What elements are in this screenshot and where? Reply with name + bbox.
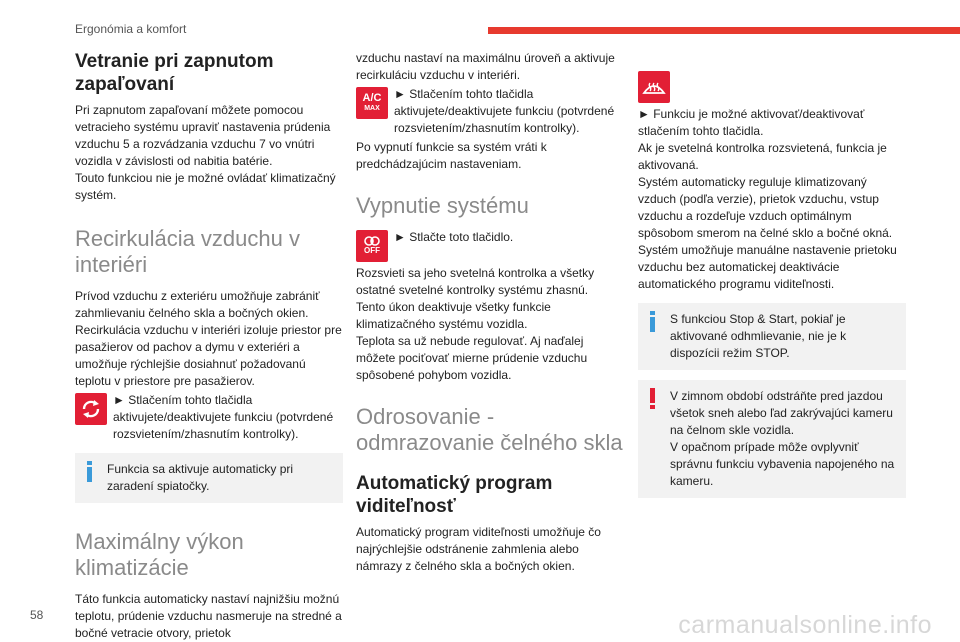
ac-max-icon: A/C MAX [356, 87, 388, 119]
watermark: carmanualsonline.info [678, 611, 932, 639]
info-box-recirculation [75, 453, 343, 503]
info-box-stop-start [638, 303, 906, 370]
paragraph: Rozsvieti sa jeho svetelná kontrolka a všetky ostatné svetelné kontrolky systému zhasnú. [356, 266, 595, 297]
heading-ventilation: Vetranie pri zapnutom zapaľovaní [75, 51, 274, 95]
heading-recirculation: Recirkulácia vzduchu v interiéri [75, 226, 300, 277]
info-text: S funkciou Stop & Start, pokiaľ je aktivované odhmlievanie, nie je k dispozícii režim STOP. [670, 312, 847, 360]
paragraph: ► Stlačením tohto tlačidla aktivujete/deaktivujete funkciu (potvrdené rozsvietením/zhasnutím kontrolky). [113, 393, 334, 441]
system-off-icon: OFF [356, 230, 388, 262]
warning-text: V zimnom období odstráňte pred jazdou všetok sneh alebo ľad zakrývajúci kameru na čelnom skle vozidla. [670, 389, 893, 437]
paragraph: Po vypnutí funkcie sa systém vráti k predchádzajúcim nastaveniam. [356, 140, 547, 171]
paragraph: Táto funkcia automaticky nastaví najnižšiu možnú teplotu, prúdenie vzduchu nasmeruje na stredné a bočné vetracie otvory, prietok [75, 592, 342, 640]
column-1 [75, 50, 343, 642]
column-2 [356, 50, 624, 575]
paragraph: vzduchu nastaví na maximálnu úroveň a aktivuje recirkuláciu vzduchu v interiéri. [356, 51, 615, 82]
paragraph: Pri zapnutom zapaľovaní môžete pomocou vetracieho systému upraviť nastavenia prúdenia vzduchu 5 a rozvádzania vzduchu 7 vo vnútri vozidla v závislosti od nabitia batérie. [75, 103, 331, 168]
off-button-row [356, 229, 624, 263]
recirculation-button-row [75, 392, 343, 443]
heading-system-off: Vypnutie systému [356, 193, 529, 218]
running-header: Ergonómia a komfort [75, 22, 187, 36]
paragraph: Teplota sa už nebude regulovať. Aj naďalej môžete pociťovať mierne prúdenie vzduchu spôsobené pohybom vozidla. [356, 334, 588, 382]
warning-box-camera [638, 380, 906, 498]
header-accent-bar [488, 27, 960, 34]
paragraph: ► Funkciu je možné aktivovať/deaktivovať stlačením tohto tlačidla. [638, 107, 865, 138]
ac-max-button-row [356, 86, 624, 137]
info-text: Funkcia sa aktivuje automaticky pri zaradení spiatočky. [107, 462, 294, 493]
paragraph: Tento úkon deaktivuje všetky funkcie klimatizačného systému vozidla. [356, 300, 551, 331]
info-icon [650, 311, 655, 332]
paragraph: Systém automaticky reguluje klimatizovaný vzduch (podľa verzie), prietok vzduchu, vstup vzduchu a rozdeľuje vzduch optimálnym spôsobom smerom na čelné sklo a bočné okná. [638, 175, 893, 240]
paragraph: Recirkulácia vzduchu v interiéri izoluje priestor pre pasažierov od pachov a dymu v exteriéri a umožňuje rýchlejšie dosiahnuť požadovanú teplotu v priestore pre pasažierov. [75, 323, 342, 388]
warning-text: V opačnom prípade môže ovplyvniť správnu funkciu vybavenia napojeného na kameru. [670, 440, 895, 488]
paragraph: Automatický program viditeľnosti umožňuje čo najrýchlejšie odstránenie zahmlenia alebo námrazy z čelného skla a bočných okien. [356, 525, 601, 573]
windshield-defrost-icon [638, 71, 670, 103]
page-number: 58 [30, 608, 44, 622]
paragraph: Ak je svetelná kontrolka rozsvietená, funkcia je aktivovaná. [638, 141, 887, 172]
info-icon [87, 461, 92, 482]
paragraph: Prívod vzduchu z exteriéru umožňuje zabrániť zahmlievaniu čelného skla a bočných okien. [75, 289, 320, 320]
paragraph: ► Stlačením tohto tlačidla aktivujete/deaktivujete funkciu (potvrdené rozsvietením/zhasnutím kontrolky). [394, 87, 615, 135]
heading-visibility-program: Automatický program viditeľnosť [356, 473, 553, 517]
paragraph: ► Stlačte toto tlačidlo. [394, 230, 514, 244]
paragraph: Touto funkciou nie je možné ovládať klimatizačný systém. [75, 171, 336, 202]
recirculation-icon [75, 393, 107, 425]
column-3 [638, 70, 906, 508]
paragraph: Systém umožňuje manuálne nastavenie prietoku vzduchu bez automatickej deaktivácie automatického programu viditeľnosti. [638, 243, 897, 291]
heading-max-ac: Maximálny výkon klimatizácie [75, 529, 244, 580]
warning-icon [650, 388, 655, 409]
heading-defrost: Odrosovanie - odmrazovanie čelného skla [356, 404, 623, 455]
